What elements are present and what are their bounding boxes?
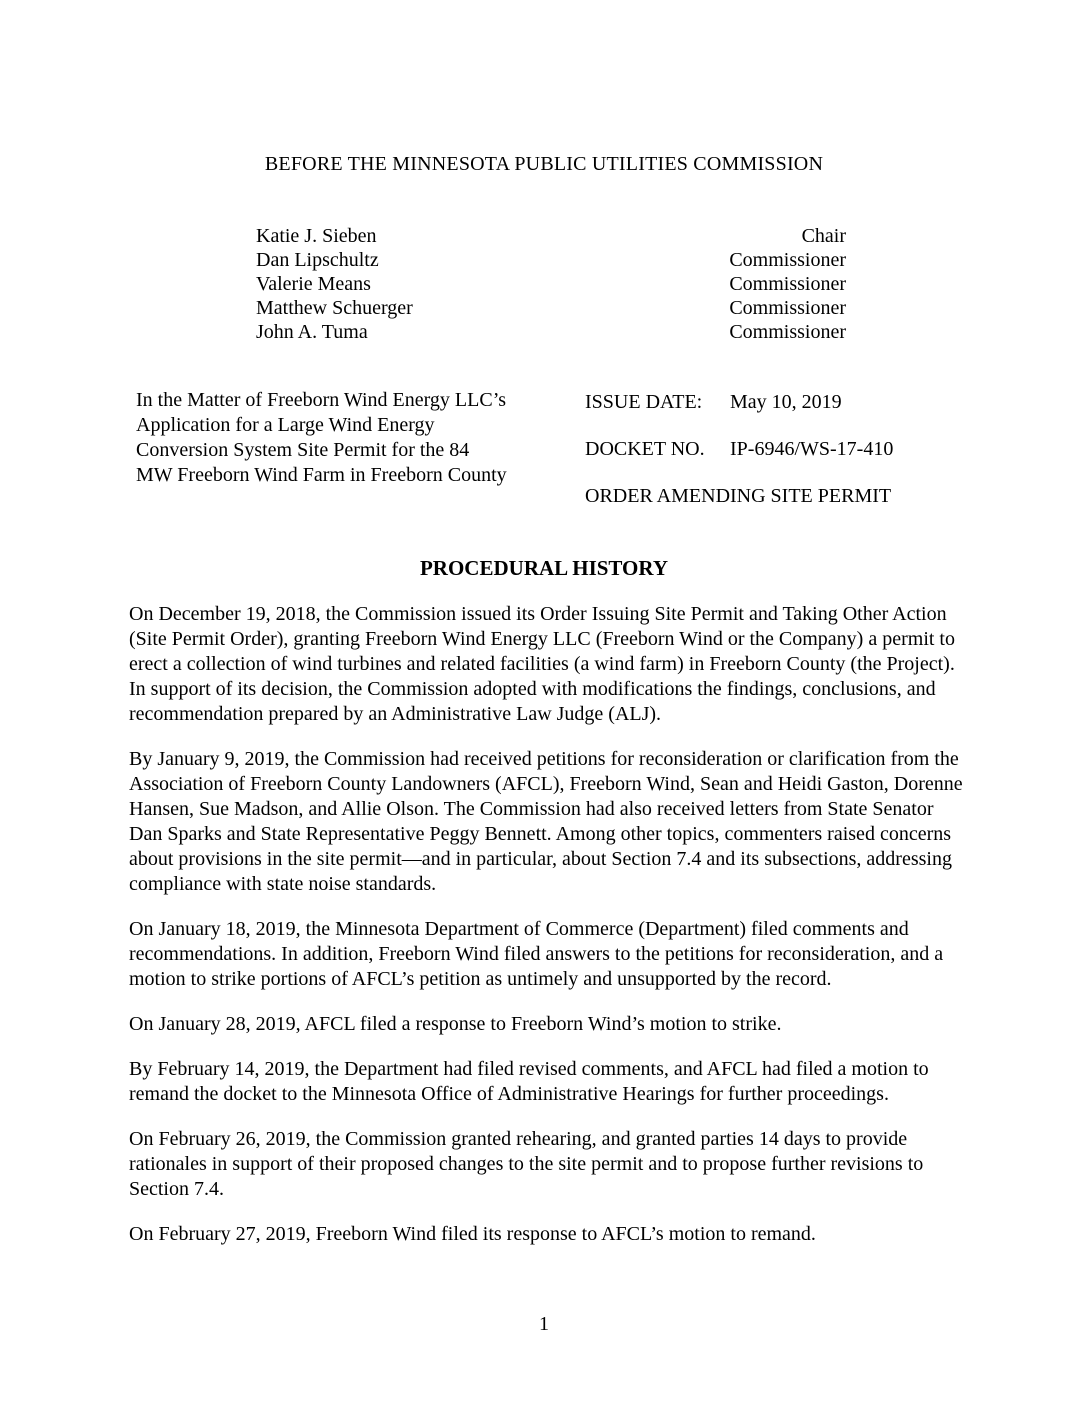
paragraph-5: By February 14, 2019, the Department had filed revised comments, and AFCL had filed a motion to remand the docket to the Minnesota Office of Administrative Hearings for further proceedings. (129, 1058, 929, 1105)
paragraph-4: On January 28, 2019, AFCL filed a response to Freeborn Wind’s motion to strike. (129, 1013, 782, 1035)
procedural-history-body (129, 602, 963, 1267)
paragraph-3: On January 18, 2019, the Minnesota Department of Commerce (Department) filed comments and recommendations. In addition, Freeborn Wind filed answers to the petitions for reconsideration, and a motion to strike portions of AFCL’s petition as untimely and unsupported by the record. (129, 918, 944, 990)
page-number: 1 (539, 1313, 549, 1335)
docket-no-value: IP-6946/WS-17-410 (730, 438, 894, 460)
section-heading: PROCEDURAL HISTORY (419, 556, 668, 580)
paragraph-7: On February 27, 2019, Freeborn Wind filed its response to AFCL’s motion to remand. (129, 1223, 816, 1245)
commissioner-row (256, 224, 846, 248)
order-title: ORDER AMENDING SITE PERMIT (585, 485, 892, 507)
case-caption: In the Matter of Freeborn Wind Energy LLC’s Application for a Large Wind Energy Conversion System Site Permit for the 84 MW Freeborn Wind Farm in Freeborn County (136, 389, 507, 486)
commissioner-title: Chair (801, 225, 846, 247)
commissioner-name: John A. Tuma (256, 321, 368, 343)
issue-date-label: ISSUE DATE: (585, 391, 703, 413)
paragraph-6: On February 26, 2019, the Commission granted rehearing, and granted parties 14 days to provide rationales in support of their proposed changes to the site permit and to propose further revisions to Section 7.4. (129, 1128, 924, 1200)
commissioner-title: Commissioner (729, 297, 846, 319)
commissioner-name: Matthew Schuerger (256, 297, 413, 319)
docket-info (585, 390, 965, 509)
commissioner-row (256, 320, 846, 344)
document-title: BEFORE THE MINNESOTA PUBLIC UTILITIES COMMISSION (264, 153, 824, 175)
commissioner-title: Commissioner (729, 249, 846, 271)
commissioner-row (256, 272, 846, 296)
docket-no-row (585, 437, 965, 462)
commissioners-list (256, 224, 846, 344)
commissioner-row (256, 296, 846, 320)
commissioner-row (256, 248, 846, 272)
commissioner-name: Valerie Means (256, 273, 371, 295)
issue-date-row (585, 390, 965, 415)
paragraph-1: On December 19, 2018, the Commission issued its Order Issuing Site Permit and Taking Other Action (Site Permit Order), granting Freeborn Wind Energy LLC (Freeborn Wind or the Company) a permit to erect a collection of wind turbines and related facilities (a wind farm) in Freeborn County (the Project). In support of its decision, the Commission adopted with modifications the findings, conclusions, and recommendation prepared by an Administrative Law Judge (ALJ). (129, 603, 955, 725)
commissioner-title: Commissioner (729, 273, 846, 295)
commissioner-name: Dan Lipschultz (256, 249, 379, 271)
docket-no-label: DOCKET NO. (585, 438, 705, 460)
paragraph-2: By January 9, 2019, the Commission had received petitions for reconsideration or clarification from the Association of Freeborn County Landowners (AFCL), Freeborn Wind, Sean and Heidi Gaston, Dorenne Hansen, Sue Madson, and Allie Olson. The Commission had also received letters from State Senator Dan Sparks and State Representative Peggy Bennett. Among other topics, commenters raised concerns about provisions in the site permit—and in particular, about Section 7.4 and its subsections, addressing compliance with state noise standards. (129, 748, 963, 895)
issue-date-value: May 10, 2019 (730, 391, 842, 413)
commissioner-title: Commissioner (729, 321, 846, 343)
commissioner-name: Katie J. Sieben (256, 225, 377, 247)
